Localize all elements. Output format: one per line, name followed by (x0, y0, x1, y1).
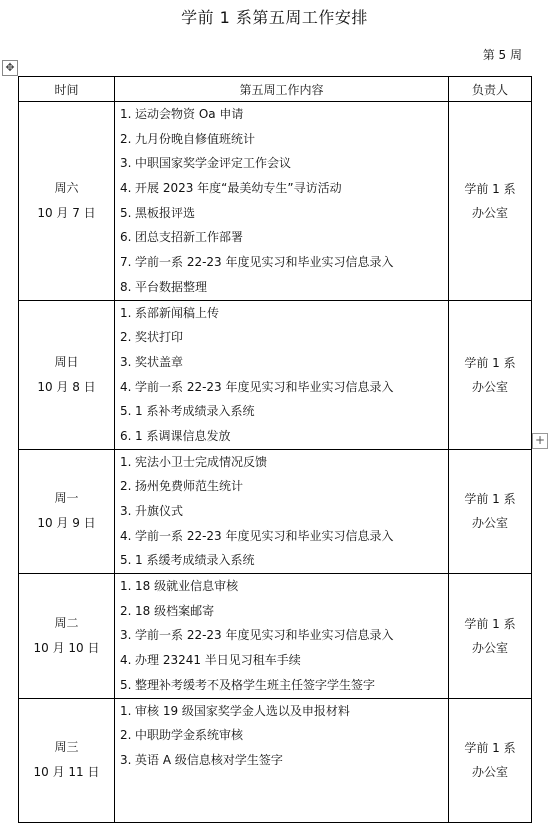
task-item (120, 450, 448, 475)
task-number: 3. (120, 752, 132, 767)
week-label: 第 5 周 (482, 48, 522, 62)
task-number: 1. (120, 305, 132, 320)
task-list (120, 450, 448, 573)
task-text: 学前一系 22-23 年度见实习和毕业实习信息录入 (135, 628, 394, 643)
task-item (120, 648, 448, 673)
task-number: 2. (120, 330, 132, 345)
content-cell (115, 698, 449, 822)
task-item (120, 424, 448, 449)
date: 10 月 11 日 (33, 765, 100, 779)
owner-cell (449, 102, 532, 301)
task-item (120, 548, 448, 573)
owner-office: 办公室 (471, 765, 508, 779)
task-item (120, 524, 448, 549)
owner-cell (449, 698, 532, 822)
day-cell (19, 449, 115, 573)
day-cell (19, 698, 115, 822)
task-number: 3. (120, 628, 132, 643)
task-item (120, 325, 448, 350)
task-text: 系部新闻稿上传 (135, 305, 220, 320)
task-number: 2. (120, 131, 132, 146)
task-text: 审核 19 级国家奖学金人选以及申报材料 (135, 703, 350, 718)
content-cell (115, 449, 449, 573)
header-time: 时间 (19, 77, 115, 102)
task-number: 7. (120, 255, 132, 270)
owner-cell (449, 449, 532, 573)
task-item (120, 699, 448, 724)
task-item (120, 499, 448, 524)
task-list (120, 699, 448, 773)
task-item (120, 599, 448, 624)
owner-office: 办公室 (471, 205, 508, 220)
day-cell (19, 102, 115, 301)
task-number: 6. (120, 230, 132, 245)
table-row (19, 574, 532, 698)
task-item (120, 375, 448, 400)
task-number: 3. (120, 504, 132, 518)
owner-department: 学前 1 系 (464, 492, 516, 507)
schedule-table (18, 76, 532, 823)
date: 10 月 7 日 (37, 205, 96, 220)
owner-department: 学前 1 系 (464, 616, 516, 631)
header-owner: 负责人 (449, 77, 532, 102)
task-number: 6. (120, 428, 132, 443)
task-text: 英语 A 级信息核对学生签字 (135, 752, 283, 767)
task-text: 中职国家奖学金评定工作会议 (135, 156, 292, 171)
task-text: 1 系缓考成绩录入系统 (135, 553, 255, 568)
task-text: 办理 23241 半日见习租车手续 (135, 653, 301, 668)
task-text: 学前一系 22-23 年度见实习和毕业实习信息录入 (135, 528, 394, 543)
table-row (19, 102, 532, 301)
task-text: 宪法小卫士完成情况反馈 (135, 454, 268, 469)
task-text: 运动会物资 Oa 申请 (135, 107, 244, 121)
task-text: 学前一系 22-23 年度见实习和毕业实习信息录入 (135, 379, 394, 394)
owner-cell (449, 574, 532, 698)
task-number: 2. (120, 479, 132, 494)
task-number: 5. (120, 404, 132, 419)
task-text: 18 级就业信息审核 (135, 579, 239, 594)
weekday: 周日 (54, 354, 79, 369)
weekday: 周一 (54, 491, 79, 506)
task-number: 4. (120, 528, 132, 543)
task-text: 升旗仪式 (135, 504, 184, 518)
table-move-handle-icon[interactable]: ✥ (2, 60, 18, 76)
task-number: 5. (120, 677, 132, 692)
owner-department: 学前 1 系 (464, 355, 516, 370)
date: 10 月 10 日 (33, 640, 100, 655)
task-item (120, 102, 448, 127)
task-number: 3. (120, 156, 132, 171)
weekday: 周三 (54, 740, 79, 754)
task-text: 1 系补考成绩录入系统 (135, 404, 255, 419)
task-item (120, 151, 448, 176)
task-number: 1. (120, 454, 132, 469)
task-number: 4. (120, 379, 132, 394)
owner-cell (449, 300, 532, 449)
task-item (120, 225, 448, 250)
task-item (120, 723, 448, 748)
task-text: 1 系调课信息发放 (135, 428, 231, 443)
task-item (120, 350, 448, 375)
day-cell (19, 574, 115, 698)
weekday: 周二 (54, 615, 79, 630)
owner-office: 办公室 (471, 640, 508, 655)
task-text: 奖状盖章 (135, 354, 184, 369)
task-text: 黑板报评选 (135, 205, 196, 220)
task-item (120, 201, 448, 226)
task-list (120, 574, 448, 697)
task-text: 平台数据整理 (135, 279, 208, 294)
task-text: 团总支招新工作部署 (135, 230, 244, 245)
document-title: 学前 1 系第五周工作安排 (181, 8, 368, 27)
task-text: 整理补考缓考不及格学生班主任签字学生签字 (135, 677, 376, 692)
owner-department: 学前 1 系 (464, 741, 516, 755)
owner-office: 办公室 (471, 516, 508, 531)
task-number: 5. (120, 553, 132, 568)
task-item (120, 399, 448, 424)
header-row (19, 77, 532, 102)
table-row (19, 698, 532, 822)
task-text: 18 级档案邮寄 (135, 603, 215, 618)
task-number: 1. (120, 579, 132, 594)
task-text: 学前一系 22-23 年度见实习和毕业实习信息录入 (135, 255, 394, 270)
task-list (120, 102, 448, 300)
task-item (120, 748, 448, 773)
task-text: 开展 2023 年度“最美幼专生”寻访活动 (135, 181, 342, 196)
date: 10 月 8 日 (37, 379, 96, 394)
task-item (120, 176, 448, 201)
task-number: 4. (120, 653, 132, 668)
header-content: 第五周工作内容 (115, 77, 449, 102)
task-item (120, 250, 448, 275)
task-number: 2. (120, 728, 132, 743)
task-item (120, 474, 448, 499)
task-number: 5. (120, 205, 132, 220)
day-cell (19, 300, 115, 449)
date: 10 月 9 日 (37, 516, 96, 531)
task-text: 扬州免费师范生统计 (135, 479, 244, 494)
owner-department: 学前 1 系 (464, 181, 516, 196)
table-row (19, 449, 532, 573)
content-cell (115, 574, 449, 698)
task-number: 1. (120, 703, 132, 718)
task-number: 2. (120, 603, 132, 618)
task-item (120, 673, 448, 698)
table-row (19, 300, 532, 449)
weekday: 周六 (54, 180, 79, 195)
task-number: 3. (120, 354, 132, 369)
task-item (120, 623, 448, 648)
task-number: 4. (120, 181, 132, 196)
content-cell (115, 300, 449, 449)
task-item (120, 301, 448, 326)
task-item (120, 275, 448, 300)
task-item (120, 127, 448, 152)
task-text: 中职助学金系统审核 (135, 728, 244, 743)
add-column-icon[interactable]: + (532, 433, 548, 449)
task-text: 九月份晚自修值班统计 (135, 131, 256, 146)
task-number: 1. (120, 107, 132, 121)
task-item (120, 574, 448, 599)
owner-office: 办公室 (471, 379, 508, 394)
task-text: 奖状打印 (135, 330, 184, 345)
task-list (120, 301, 448, 449)
task-number: 8. (120, 279, 132, 294)
content-cell (115, 102, 449, 301)
